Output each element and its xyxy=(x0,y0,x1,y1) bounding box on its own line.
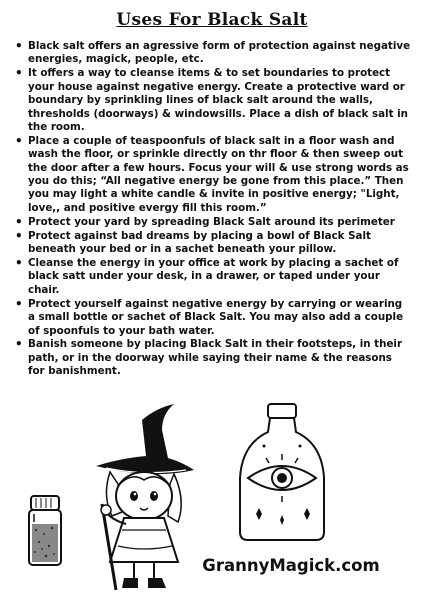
list-item: • Protect against bad dreams by placing a bowl of Black Salt beneath your bed or in a sachet beneath your pillow. xyxy=(14,230,412,257)
list-item: • Black salt offers an agressive form of protection against negative energies, magick, people, etc. xyxy=(14,40,412,67)
list-item: • Cleanse the energy in your office at work by placing a sachet of black satt under your desk, in a drawer, or taped under your chair. xyxy=(14,257,412,297)
page-title: Uses For Black Salt xyxy=(116,10,308,30)
website-label: GrannyMagick.com xyxy=(202,556,380,575)
list-item: • Banish someone by placing Black Salt in their footsteps, in their path, or in the doorway while saying their name & the reasons for banishment. xyxy=(14,338,412,378)
salt-jar-illustration xyxy=(24,494,66,568)
list-item: • Protect your yard by spreading Black Salt around its perimeter xyxy=(14,216,412,229)
list-item: • Protect yourself against negative energy by carrying or wearing a small bottle or sachet of Black Salt. You may also add a couple of spoonfuls to your bath water. xyxy=(14,298,412,338)
evil-eye-bottle-illustration xyxy=(234,402,330,542)
list-item: • It offers a way to cleanse items & to set boundaries to protect your house against negative energy. Create a protective ward or boundary by sprinkling lines of black salt around the walls, thresholds (doorways) & windowsills. Place a dish of black salt in the room. xyxy=(14,67,412,134)
bullet-list xyxy=(14,40,412,379)
list-item: • Place a couple of teaspoonfuls of black salt in a floor wash and wash the floor, or sprinkle directly on thr floor & then sweep out the door after a few hours. Focus your will & use strong words as you do this; “All negative energy be gone from this place.” Then you may light a white candle & invite in positive energy; "Light, love,, and positive evergy fill this room.” xyxy=(14,135,412,215)
